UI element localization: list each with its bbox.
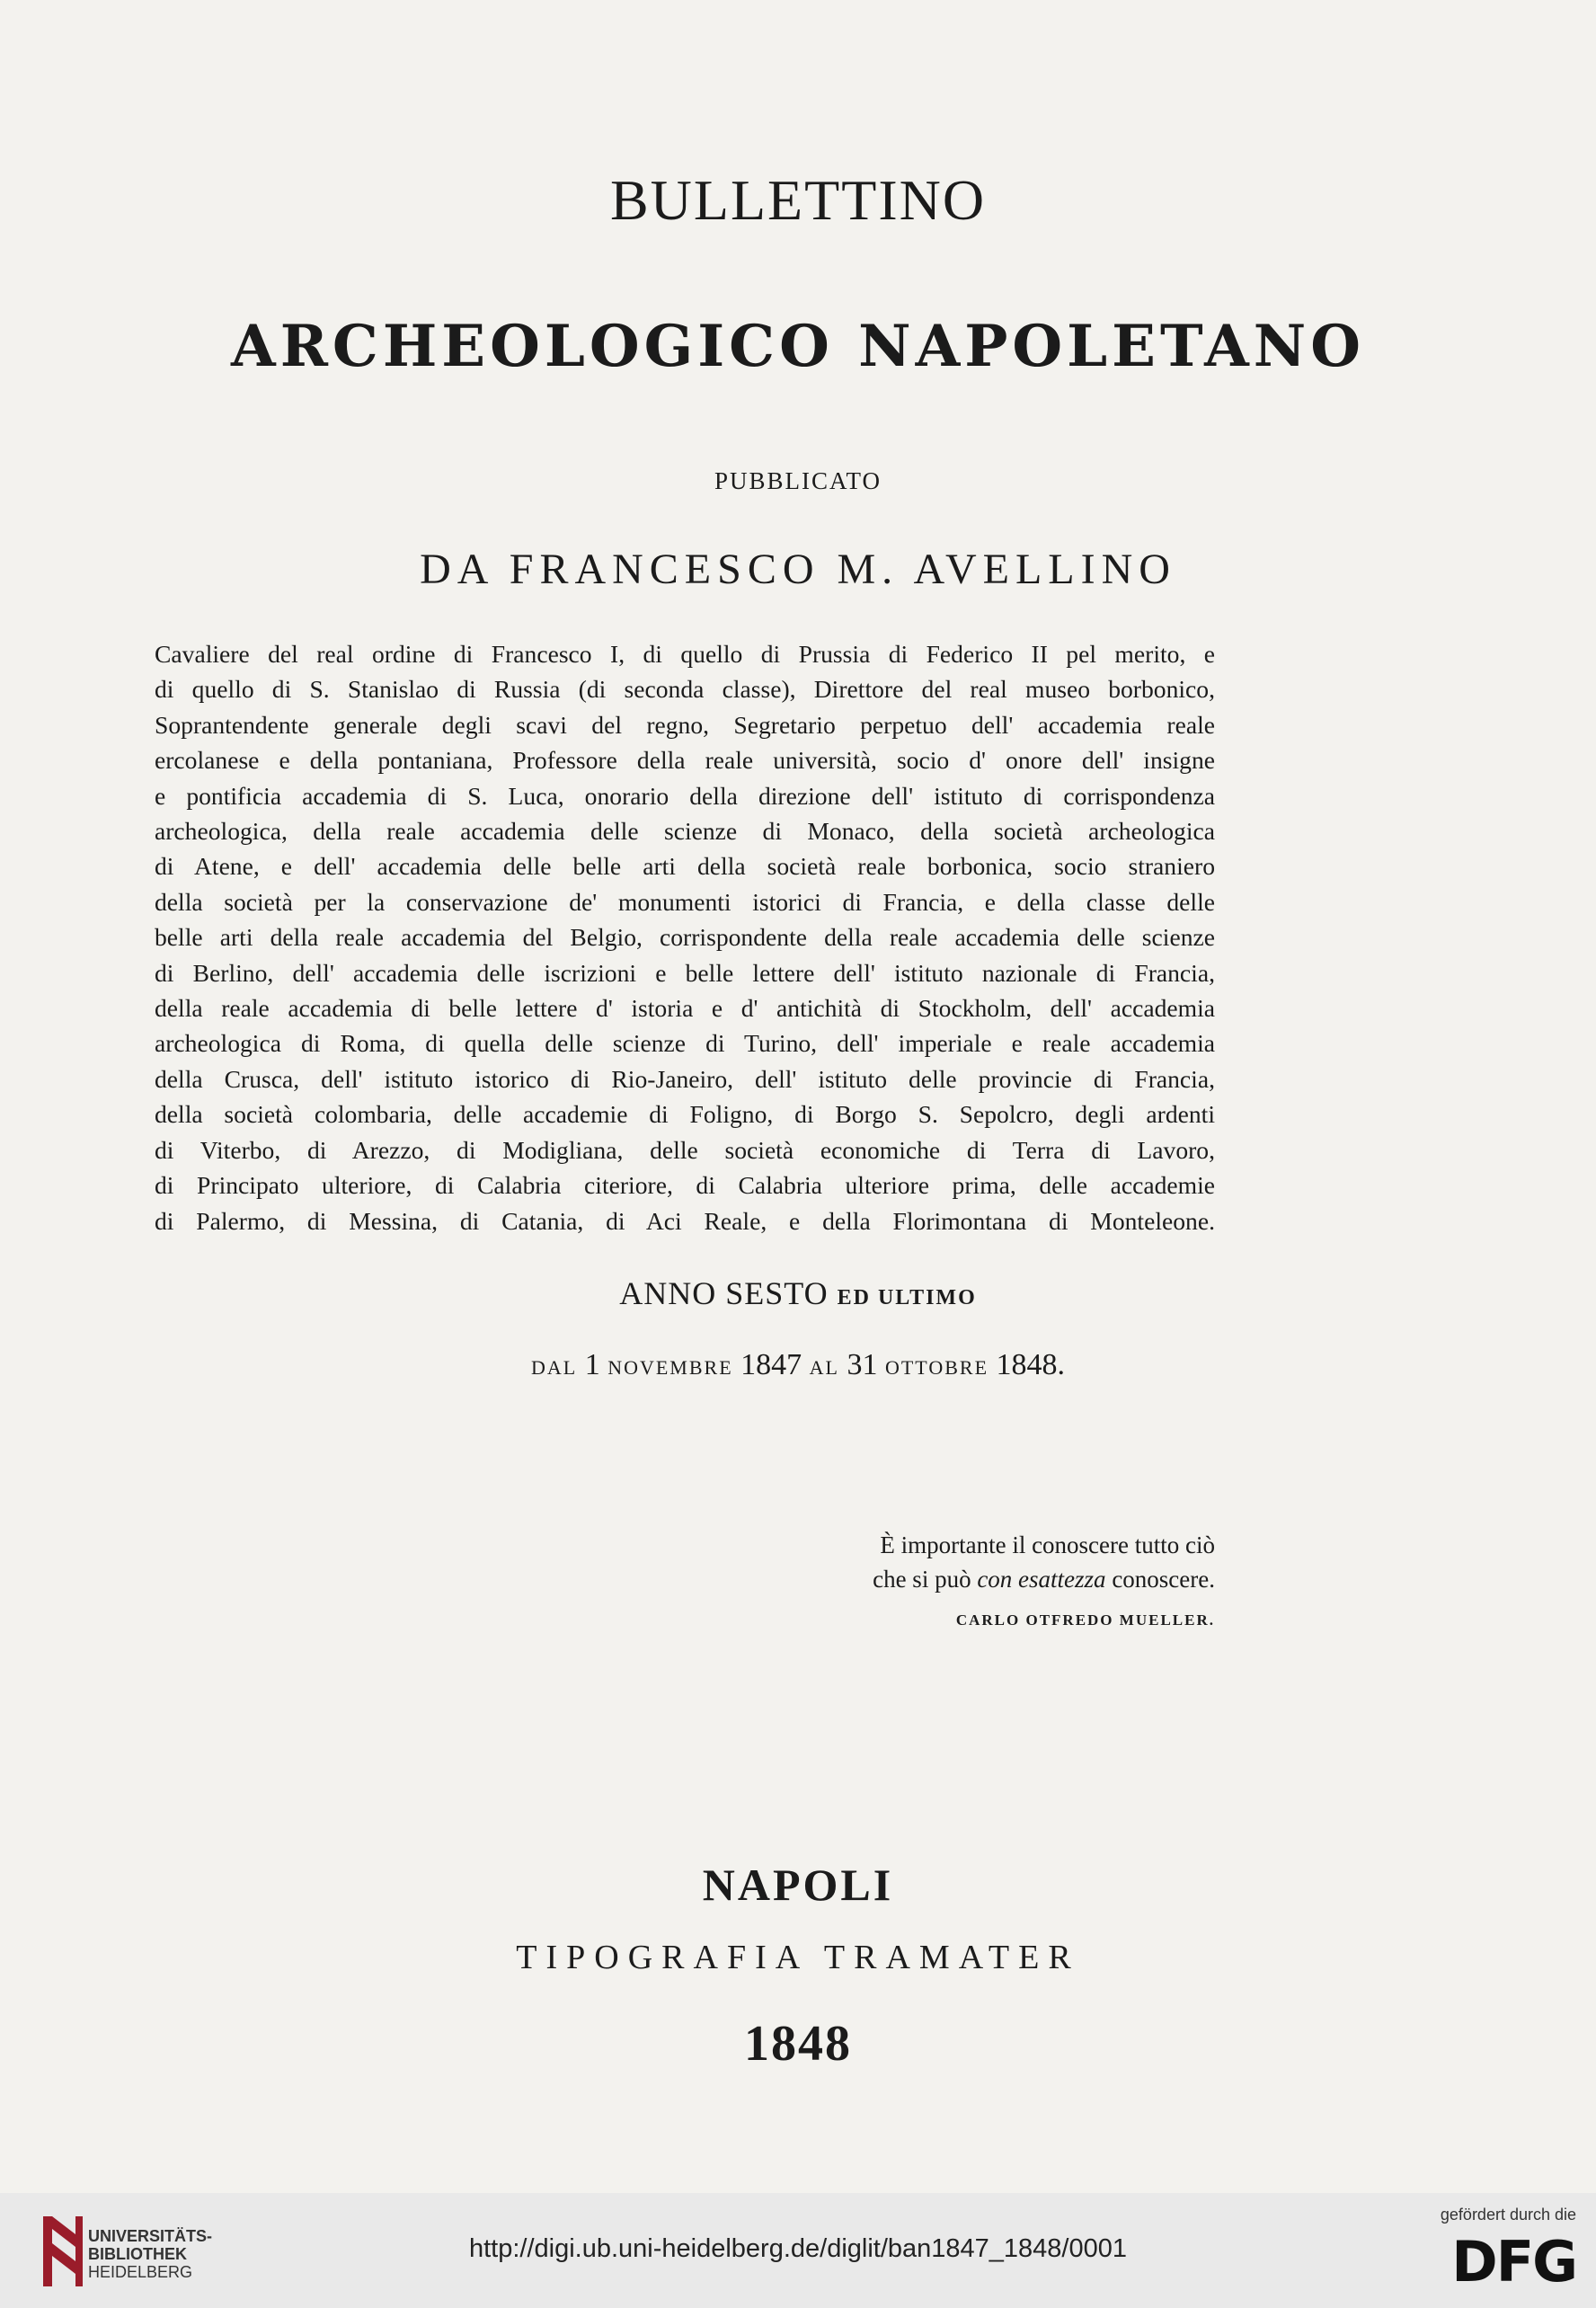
dates-month-start: NOVEMBRE bbox=[607, 1356, 733, 1379]
paragraph-line: belle arti della reale accademia del Belgio, corrispondente della reale accademia delle scienze bbox=[155, 923, 1215, 952]
volume-year-line bbox=[0, 1274, 1596, 1312]
paragraph-line: e pontificia accademia di S. Luca, onorario della direzione dell' istituto di corrispondenza bbox=[155, 781, 1215, 810]
dates-year-start: 1847 bbox=[740, 1348, 802, 1381]
imprint-year: 1848 bbox=[744, 2016, 852, 2072]
date-range-line bbox=[0, 1348, 1596, 1382]
author-line: DA FRANCESCO M. AVELLINO bbox=[420, 546, 1176, 593]
paragraph-line: ercolanese e della pontaniana, Professore della reale università, socio d' onore dell' insigne bbox=[155, 746, 1215, 775]
library-line-1: UNIVERSITÄTS- bbox=[88, 2227, 213, 2245]
paragraph-line: di Berlino, dell' accademia delle iscrizioni e belle lettere dell' istituto nazionale di Francia, bbox=[155, 958, 1215, 987]
anno-sesto: ANNO SESTO bbox=[619, 1275, 829, 1311]
dates-day-start: 1 bbox=[584, 1348, 600, 1381]
title-bullettino: BULLETTINO bbox=[609, 168, 987, 232]
epigraph-italic: con esattezza bbox=[977, 1566, 1106, 1593]
published-label: PUBBLICATO bbox=[714, 467, 882, 494]
paragraph-line: della reale accademia di belle lettere d' istoria e d' antichità di Stockholm, dell' accademia bbox=[155, 994, 1215, 1023]
dates-dal: DAL bbox=[530, 1356, 578, 1379]
paragraph-line: della società colombaria, delle accademie di Foligno, di Borgo S. Sepolcro, degli ardenti bbox=[155, 1100, 1215, 1129]
paragraph-line: archeologica di Roma, di quella delle scienze di Turino, dell' imperiale e reale accademia bbox=[155, 1029, 1215, 1058]
paragraph-line: Soprantendente generale degli scavi del regno, Segretario perpetuo dell' accademia reale bbox=[155, 710, 1215, 739]
permalink-url[interactable]: http://digi.ub.uni-heidelberg.de/diglit/ban1847_1848/0001 bbox=[468, 2234, 1128, 2263]
dates-day-end: 31 bbox=[847, 1348, 878, 1381]
title-archeologico-napoletano: ARCHEOLOGICO NAPOLETANO bbox=[231, 313, 1365, 380]
dates-al: AL bbox=[809, 1356, 839, 1379]
paragraph-line: della società per la conservazione de' monumenti istorici di Francia, e della classe delle bbox=[155, 887, 1215, 916]
imprint-printer: TIPOGRAFIA TRAMATER bbox=[516, 1939, 1080, 1976]
ed-ultimo: ED ULTIMO bbox=[837, 1286, 977, 1309]
library-line-2: BIBLIOTHEK bbox=[88, 2245, 187, 2263]
dates-month-end: OTTOBRE bbox=[884, 1356, 989, 1379]
library-line-3: HEIDELBERG bbox=[88, 2263, 193, 2281]
funded-by-label: gefördert durch die bbox=[1440, 2206, 1576, 2224]
paragraph-line: di Viterbo, di Arezzo, di Modigliana, delle società economiche di Terra di Lavoro, bbox=[155, 1135, 1215, 1164]
paragraph-line: di Principato ulteriore, di Calabria citeriore, di Calabria ulteriore prima, delle accademie bbox=[155, 1171, 1215, 1200]
paragraph-line: di quello di S. Stanislao di Russia (di seconda classe), Direttore del real museo borbonico, bbox=[155, 675, 1215, 704]
author-titles-paragraph bbox=[155, 636, 1215, 1238]
epigraph-line-1: È importante il conoscere tutto ciò bbox=[880, 1531, 1215, 1558]
epigraph-line-2-end: conoscere. bbox=[1112, 1566, 1215, 1593]
paragraph-line: archeologica, della reale accademia delle scienze di Monaco, della società archeologica bbox=[155, 817, 1215, 846]
dfg-logo-icon: DFG bbox=[1451, 2229, 1576, 2295]
epigraph-line-2-start: che si può bbox=[873, 1566, 971, 1593]
paragraph-line: Cavaliere del real ordine di Francesco I, di quello di Prussia di Federico II pel merito, e bbox=[155, 640, 1215, 668]
epigraph bbox=[873, 1528, 1215, 1638]
dates-year-end: 1848. bbox=[996, 1348, 1066, 1381]
epigraph-attribution: CARLO OTFREDO MUELLER. bbox=[955, 1611, 1215, 1629]
paragraph-line: di Palermo, di Messina, di Catania, di Aci Reale, e della Florimontana di Monteleone. bbox=[155, 1206, 1215, 1235]
paragraph-line: di Atene, e dell' accademia delle belle arti della società reale borbonica, socio straniero bbox=[155, 852, 1215, 881]
imprint-city: NAPOLI bbox=[702, 1860, 894, 1910]
paragraph-line: della Crusca, dell' istituto istorico di Rio-Janeiro, dell' istituto delle provincie di Francia, bbox=[155, 1064, 1215, 1093]
